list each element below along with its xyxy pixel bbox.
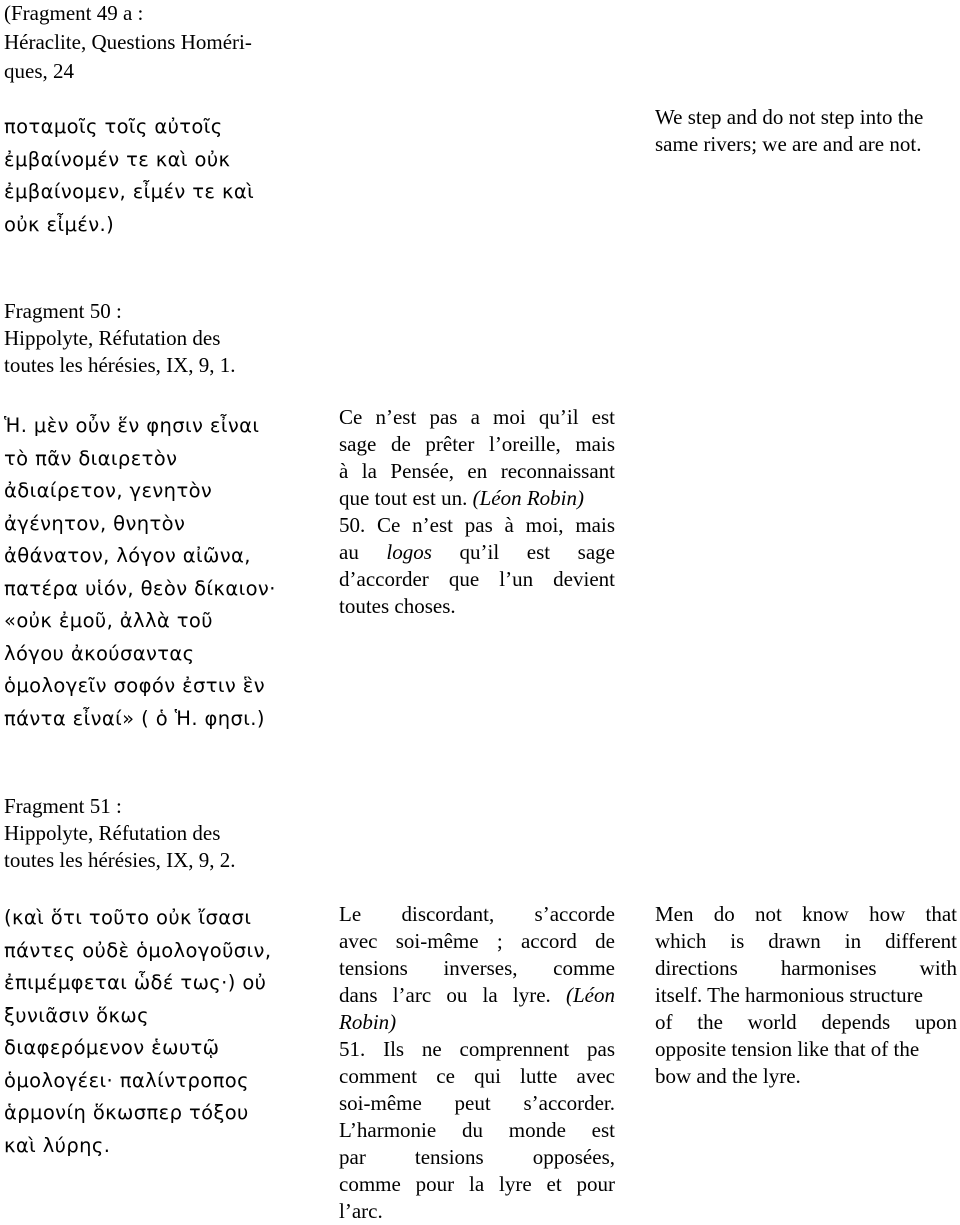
- greek-line: ἀγένητον, θνητὸν: [4, 511, 186, 535]
- french-line: Ce n’est pas a moi qu’il est: [339, 405, 615, 429]
- greek-line: ἐμβαίνομεν, εἶμέν τε καὶ: [4, 180, 255, 203]
- greek-line: (καὶ ὅτι τοῦτο οὐκ ἴσασι: [4, 906, 252, 929]
- fragment-49a-greek-text: [4, 111, 304, 241]
- citation-author: (Léon Robin): [472, 486, 584, 510]
- french-line: avec soi-même ; accord de: [339, 929, 615, 953]
- french-line: [339, 982, 615, 1009]
- french-text: au: [339, 540, 387, 564]
- french-line: sage de prêter l’oreille, mais: [339, 432, 615, 456]
- greek-line: διαφερόμενον ἑωυτῷ: [4, 1036, 220, 1059]
- fragment-51-heading: [4, 793, 304, 874]
- french-line: comment ce qui lutte avec: [339, 1064, 615, 1088]
- french-text: que tout est un.: [339, 486, 473, 510]
- heading-line: Fragment 50 :: [4, 299, 122, 323]
- greek-line: τὸ πᾶν διαιρετὸν: [4, 446, 178, 470]
- english-line: We step and do not step into the: [655, 105, 924, 129]
- logos-term: logos: [386, 540, 432, 564]
- greek-line: ἀθάνατον, λόγον αἰῶνα,: [4, 544, 251, 567]
- greek-line: ὁμολογέει· παλίντροπος: [4, 1068, 249, 1092]
- english-line: same rivers; we are and are not.: [655, 132, 922, 156]
- citation-author: (Léon: [566, 983, 615, 1007]
- heading-line: Hippolyte, Réfutation des: [4, 821, 221, 845]
- french-line: à la Pensée, en reconnaissant: [339, 459, 615, 483]
- heading-line: Hippolyte, Réfutation des: [4, 326, 221, 350]
- french-line: 51. Ils ne comprennent pas: [339, 1037, 615, 1061]
- fragment-51-french-translation: [339, 901, 615, 1225]
- english-line: opposite tension like that of the: [655, 1037, 920, 1061]
- french-text: dans l’arc ou la lyre.: [339, 983, 566, 1007]
- french-line: 50. Ce n’est pas à moi, mais: [339, 513, 615, 537]
- greek-line: καὶ λύρης.: [4, 1133, 111, 1157]
- greek-line: Ἡ. μὲν οὖν ἕν φησιν εἶναι: [4, 414, 260, 437]
- english-line: itself. The harmonious structure: [655, 983, 923, 1007]
- fragment-50-greek-text: [4, 410, 304, 735]
- french-line: tensions inverses, comme: [339, 956, 615, 980]
- greek-line: ξυνιᾶσιν ὅκως: [4, 1003, 149, 1027]
- heading-line: toutes les hérésies, IX, 9, 2.: [4, 848, 236, 872]
- greek-line: πάντες οὐδὲ ὁμολογοῦσιν,: [4, 938, 272, 962]
- greek-line: ἀδιαίρετον, γενητὸν: [4, 479, 213, 502]
- french-line: l’arc.: [339, 1199, 383, 1223]
- greek-line: οὐκ εἶμέν.): [4, 212, 115, 236]
- french-line: soi-même peut s’accorder.: [339, 1091, 615, 1115]
- french-line: [339, 1009, 615, 1036]
- french-line: toutes choses.: [339, 594, 456, 618]
- fragment-49a-english-translation: [655, 104, 955, 158]
- heading-line: ques, 24: [4, 59, 74, 83]
- citation-author: Robin): [339, 1010, 397, 1034]
- greek-line: ὁμολογεῖν σοφόν ἐστιν ἓν: [4, 674, 266, 697]
- heading-line: Héraclite, Questions Homéri-: [4, 30, 252, 54]
- french-line: [339, 485, 615, 512]
- french-line: Le discordant, s’accorde: [339, 902, 615, 926]
- english-line: Men do not know how that: [655, 902, 957, 926]
- english-line: directions harmonises with: [655, 956, 957, 980]
- french-text: qu’il est sage: [431, 540, 615, 564]
- english-line: which is drawn in different: [655, 929, 957, 953]
- french-line: [339, 539, 615, 566]
- heading-line: toutes les hérésies, IX, 9, 1.: [4, 353, 236, 377]
- heading-line: (Fragment 49 a :: [4, 1, 144, 25]
- greek-line: ποταμοῖς τοῖς αὐτοῖς: [4, 115, 223, 138]
- english-line: of the world depends upon: [655, 1010, 957, 1034]
- french-line: L’harmonie du monde est: [339, 1118, 615, 1142]
- fragment-51-greek-text: [4, 902, 304, 1162]
- fragment-50-french-translation: [339, 404, 615, 620]
- french-line: par tensions opposées,: [339, 1145, 615, 1169]
- greek-line: «οὐκ ἐμοῦ, ἀλλὰ τοῦ: [4, 609, 213, 632]
- greek-line: ἁρμονίη ὅκωσπερ τόξου: [4, 1101, 249, 1124]
- fragment-49a-heading: [4, 0, 304, 86]
- english-line: bow and the lyre.: [655, 1064, 801, 1088]
- fragment-51-english-translation: [655, 901, 957, 1090]
- greek-line: πατέρα υἱόν, θεὸν δίκαιον·: [4, 576, 276, 600]
- heading-line: Fragment 51 :: [4, 794, 122, 818]
- fragment-50-heading: [4, 298, 304, 379]
- greek-line: λόγου ἀκούσαντας: [4, 641, 195, 665]
- greek-line: ἐπιμέμφεται ὧδέ τως·) οὐ: [4, 971, 267, 994]
- greek-line: πάντα εἶναί» ( ὁ Ἡ. φησι.): [4, 706, 265, 730]
- french-line: comme pour la lyre et pour: [339, 1172, 615, 1196]
- french-line: d’accorder que l’un devient: [339, 567, 615, 591]
- greek-line: ἐμβαίνομέν τε καὶ οὐκ: [4, 147, 231, 171]
